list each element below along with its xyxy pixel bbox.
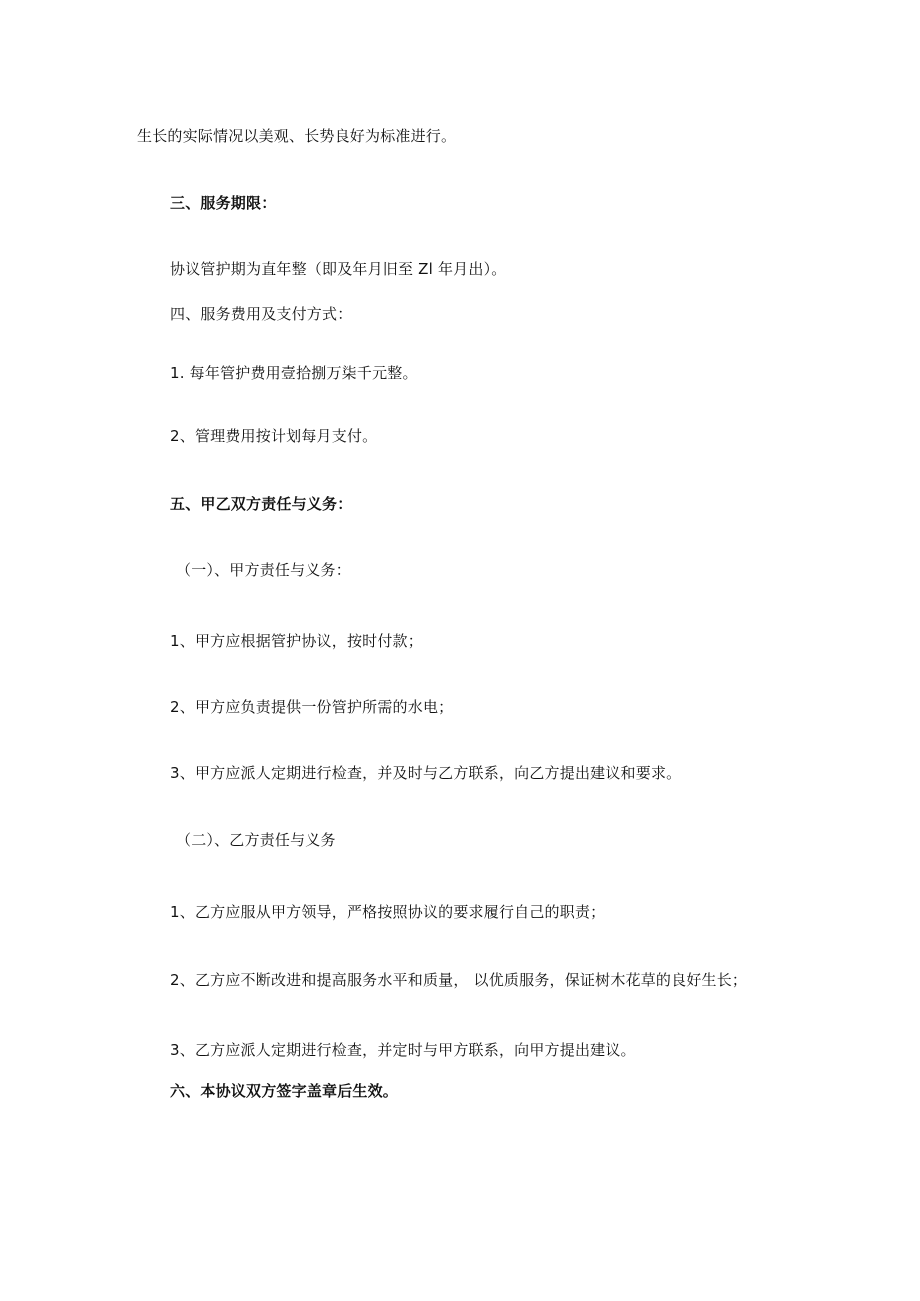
subsection-heading-party-a: （一）、甲方责任与义务：: [176, 561, 351, 579]
list-item-monthly-payment: 2、管理费用按计划每月支付。: [170, 427, 378, 445]
section-heading-responsibilities: 五、甲乙双方责任与义务：: [170, 495, 353, 513]
paragraph-term-period: 协议管护期为直年整（即及年月旧至 Zl 年月出）。: [170, 260, 507, 278]
list-item-party-b-3: 3、乙方应派人定期进行检查，并定时与甲方联系，向甲方提出建议。: [170, 1041, 636, 1059]
section-heading-service-term: 三、服务期限：: [170, 194, 277, 212]
section-heading-effective: 六、本协议双方签字盖章后生效。: [170, 1082, 399, 1100]
list-item-party-a-2: 2、甲方应负责提供一份管护所需的水电；: [170, 698, 454, 716]
list-item-annual-fee: 1. 每年管护费用壹拾捌万柒千元整。: [170, 364, 418, 382]
section-heading-fees: 四、服务费用及支付方式：: [170, 305, 353, 323]
paragraph-continuation: 生长的实际情况以美观、长势良好为标准进行。: [137, 127, 457, 145]
list-item-party-a-3: 3、甲方应派人定期进行检查，并及时与乙方联系，向乙方提出建议和要求。: [170, 764, 682, 782]
list-item-party-b-1: 1、乙方应服从甲方领导，严格按照协议的要求履行自己的职责；: [170, 903, 606, 921]
list-item-party-b-2: 2、乙方应不断改进和提高服务水平和质量， 以优质服务，保证树木花草的良好生长；: [170, 971, 748, 989]
list-item-party-a-1: 1、甲方应根据管护协议，按时付款；: [170, 632, 423, 650]
subsection-heading-party-b: （二）、乙方责任与义务: [176, 831, 336, 849]
